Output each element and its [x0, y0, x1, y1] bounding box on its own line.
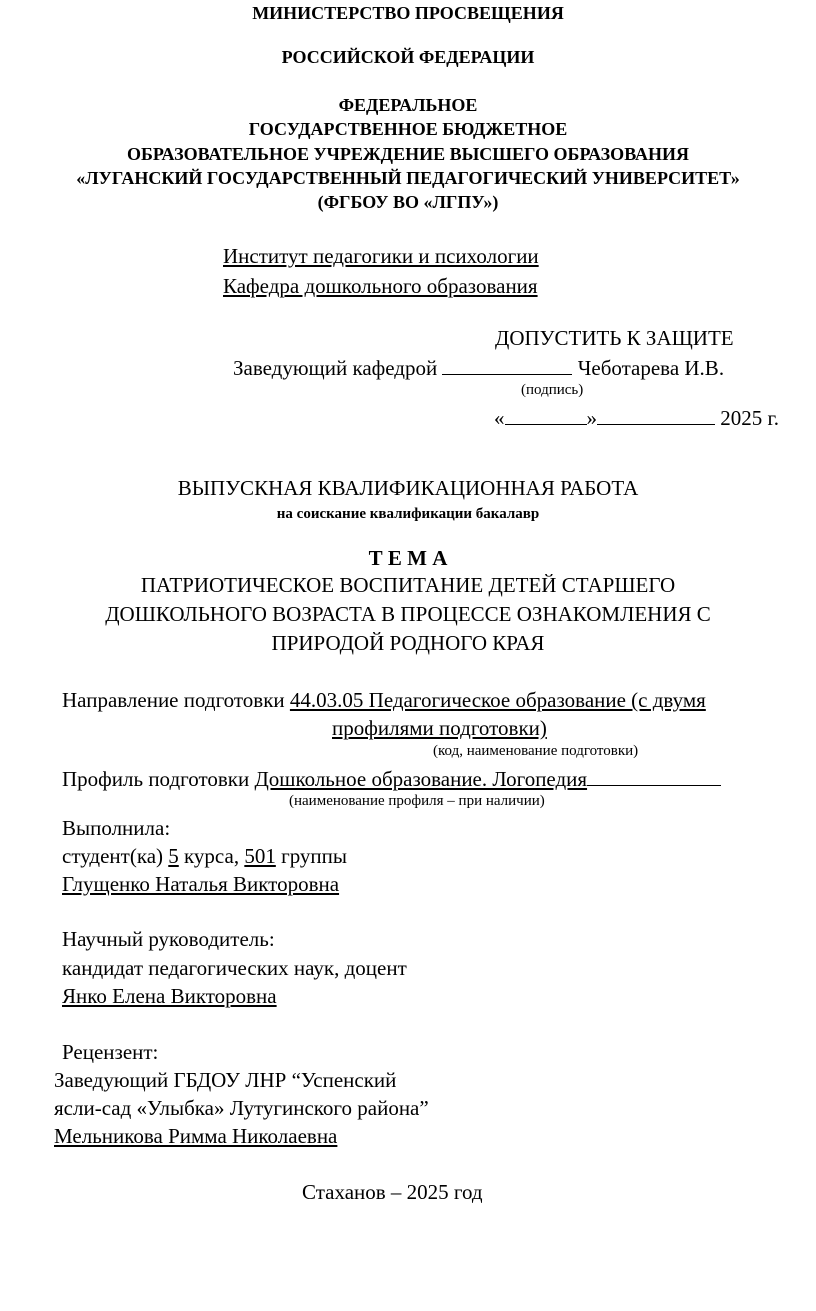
profile-blank: [587, 784, 721, 786]
org-line-1: ФЕДЕРАЛЬНОЕ: [338, 95, 478, 115]
org-line-3: ОБРАЗОВАТЕЛЬНОЕ УЧРЕЖДЕНИЕ ВЫСШЕГО ОБРАЗОВАНИЯ: [126, 144, 690, 164]
ministry-line-1: МИНИСТЕРСТВО ПРОСВЕЩЕНИЯ: [252, 3, 564, 23]
course-suffix: курса,: [184, 844, 240, 868]
quote-open: «: [494, 406, 505, 430]
profile-line: [62, 767, 721, 792]
direction-value: 44.03.05 Педагогическое образование (с двумя: [289, 688, 706, 712]
signature-hint: (подпись): [521, 382, 584, 398]
month-blank: [597, 423, 715, 425]
topic-line-2: ДОШКОЛЬНОГО ВОЗРАСТА В ПРОЦЕССЕ ОЗНАКОМЛЕНИЯ С: [105, 602, 711, 626]
reviewer-label: Рецензент:: [62, 1040, 159, 1064]
group-number: 501: [244, 844, 276, 868]
supervisor-degree: кандидат педагогических наук, доцент: [62, 956, 407, 980]
supervisor-name: Янко Елена Викторовна: [62, 984, 277, 1008]
author-student-line: [62, 844, 347, 869]
direction-line-2: профилями подготовки): [332, 716, 547, 740]
ministry-line-2: РОССИЙСКОЙ ФЕДЕРАЦИИ: [281, 47, 535, 67]
head-name: Чеботарева И.В.: [577, 356, 725, 380]
work-subtitle: на соискание квалификации бакалавр: [276, 506, 540, 522]
profile-value: Дошкольное образование. Логопедия: [254, 767, 588, 791]
direction-line-1: [62, 688, 706, 713]
institute-name: Институт педагогики и психологии: [223, 244, 539, 268]
org-line-2: ГОСУДАРСТВЕННОЕ БЮДЖЕТНОЕ: [248, 119, 568, 139]
student-prefix: студент(ка): [62, 844, 164, 868]
reviewer-position-1: Заведующий ГБДОУ ЛНР “Успенский: [54, 1068, 397, 1092]
approval-date-line: [494, 406, 779, 431]
approval-head-line: [233, 356, 724, 381]
author-name: Глущенко Наталья Викторовна: [62, 872, 340, 896]
profile-hint: (наименование профиля – при наличии): [289, 793, 545, 809]
org-line-4: «ЛУГАНСКИЙ ГОСУДАРСТВЕННЫЙ ПЕДАГОГИЧЕСКИЙ УНИВЕРСИТЕТ»: [76, 168, 740, 188]
day-blank: [505, 423, 587, 425]
direction-label: Направление подготовки: [62, 688, 285, 712]
quote-close: »: [586, 406, 597, 430]
head-label: Заведующий кафедрой: [233, 356, 438, 380]
city-year: Стаханов – 2025 год: [302, 1180, 483, 1204]
topic-heading: Т Е М А: [368, 546, 448, 570]
direction-hint: (код, наименование подготовки): [433, 743, 639, 759]
course-number: 5: [168, 844, 179, 868]
signature-blank: [442, 373, 572, 375]
approval-title: ДОПУСТИТЬ К ЗАЩИТЕ: [495, 326, 734, 350]
topic-line-1: ПАТРИОТИЧЕСКОЕ ВОСПИТАНИЕ ДЕТЕЙ СТАРШЕГО: [140, 573, 676, 597]
profile-label: Профиль подготовки: [62, 767, 250, 791]
topic-line-3: ПРИРОДОЙ РОДНОГО КРАЯ: [271, 631, 545, 655]
reviewer-name: Мельникова Римма Николаевна: [54, 1124, 338, 1148]
author-label: Выполнила:: [62, 816, 171, 840]
group-suffix: группы: [281, 844, 348, 868]
work-title: ВЫПУСКНАЯ КВАЛИФИКАЦИОННАЯ РАБОТА: [177, 476, 639, 500]
org-line-5: (ФГБОУ ВО «ЛГПУ»): [317, 192, 499, 212]
approval-year: 2025 г.: [720, 406, 779, 430]
department-name: Кафедра дошкольного образования: [223, 274, 538, 298]
reviewer-position-2: ясли-сад «Улыбка» Лутугинского района”: [54, 1096, 429, 1120]
supervisor-label: Научный руководитель:: [62, 927, 275, 951]
